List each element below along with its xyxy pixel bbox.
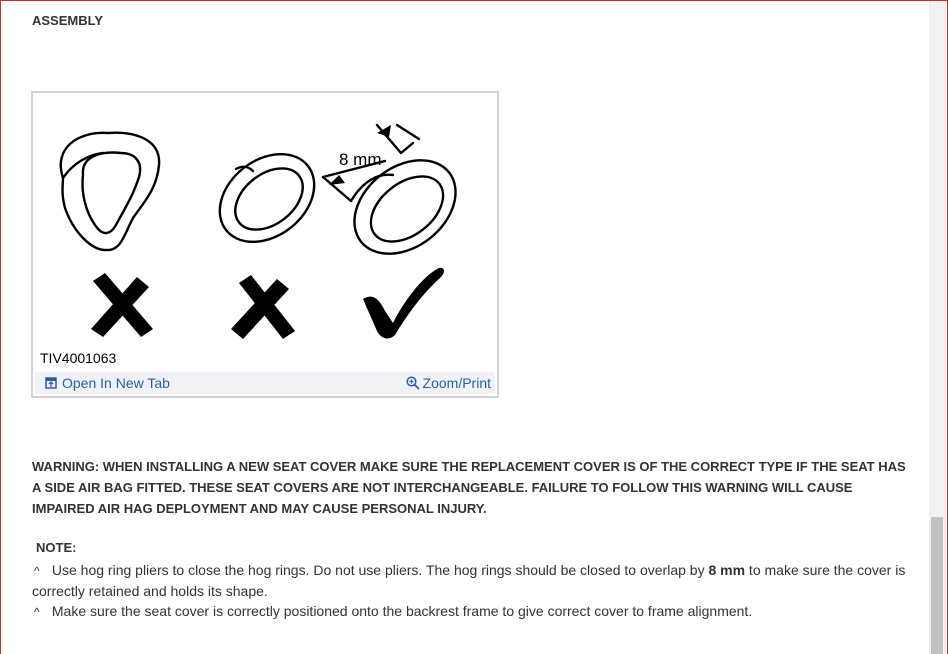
- ring-open-outer: [203, 136, 332, 260]
- vertical-scrollbar[interactable]: [929, 1, 946, 654]
- scrollbar-thumb[interactable]: [931, 517, 943, 654]
- note-item-text: to make sure the cover is correctly retained and holds its shape.: [32, 562, 906, 599]
- note-item: [32, 560, 917, 601]
- open-in-new-tab-link[interactable]: [45, 375, 170, 391]
- zoom-print-link[interactable]: [406, 375, 491, 391]
- zoom-magnifier-icon: [406, 376, 420, 390]
- zoom-print-label: Zoom/Print: [422, 375, 491, 391]
- incorrect-mark-1-icon: [91, 273, 153, 337]
- hog-ring-illustration: [33, 93, 497, 353]
- section-heading: ASSEMBLY: [32, 13, 104, 28]
- incorrect-mark-2-icon: [231, 275, 295, 339]
- illustration-card: [31, 91, 499, 398]
- warning-text: WARNING: WHEN INSTALLING A NEW SEAT COVER MAKE SURE THE REPLACEMENT COVER IS OF THE CORRECT TYPE IF THE SEAT HAS A SIDE AIR BAG FITTED. THESE SEAT COVERS ARE NOT INTERCHANGEABLE. FAILURE TO FOLLOW THIS WARNING WILL CAUSE IMPAIRED AIR HAG DEPLOYMENT AND MAY CAUSE PERSONAL INJURY.: [32, 459, 906, 516]
- dimension-label: 8 mm: [339, 150, 382, 169]
- note-item-text: Make sure the seat cover is correctly positioned onto the backrest frame to give correct cover to frame alignment.: [51, 603, 753, 619]
- note-title: NOTE:: [36, 540, 77, 555]
- open-in-new-tab-label: Open In New Tab: [62, 375, 170, 391]
- open-in-new-tab-icon: [45, 377, 57, 389]
- note-item: [32, 601, 917, 622]
- note-bullet: ^: [34, 564, 40, 578]
- figure-toolbar: [35, 372, 495, 394]
- note-item-text: Use hog ring pliers to close the hog rings. Do not use pliers. The hog rings should be closed to overlap by: [51, 562, 709, 578]
- note-item-emphasis: 8 mm: [708, 562, 746, 578]
- note-list: [32, 560, 917, 622]
- correct-checkmark-icon: [363, 268, 444, 339]
- note-bullet: ^: [34, 605, 40, 619]
- figure-id: TIV4001063: [40, 350, 117, 366]
